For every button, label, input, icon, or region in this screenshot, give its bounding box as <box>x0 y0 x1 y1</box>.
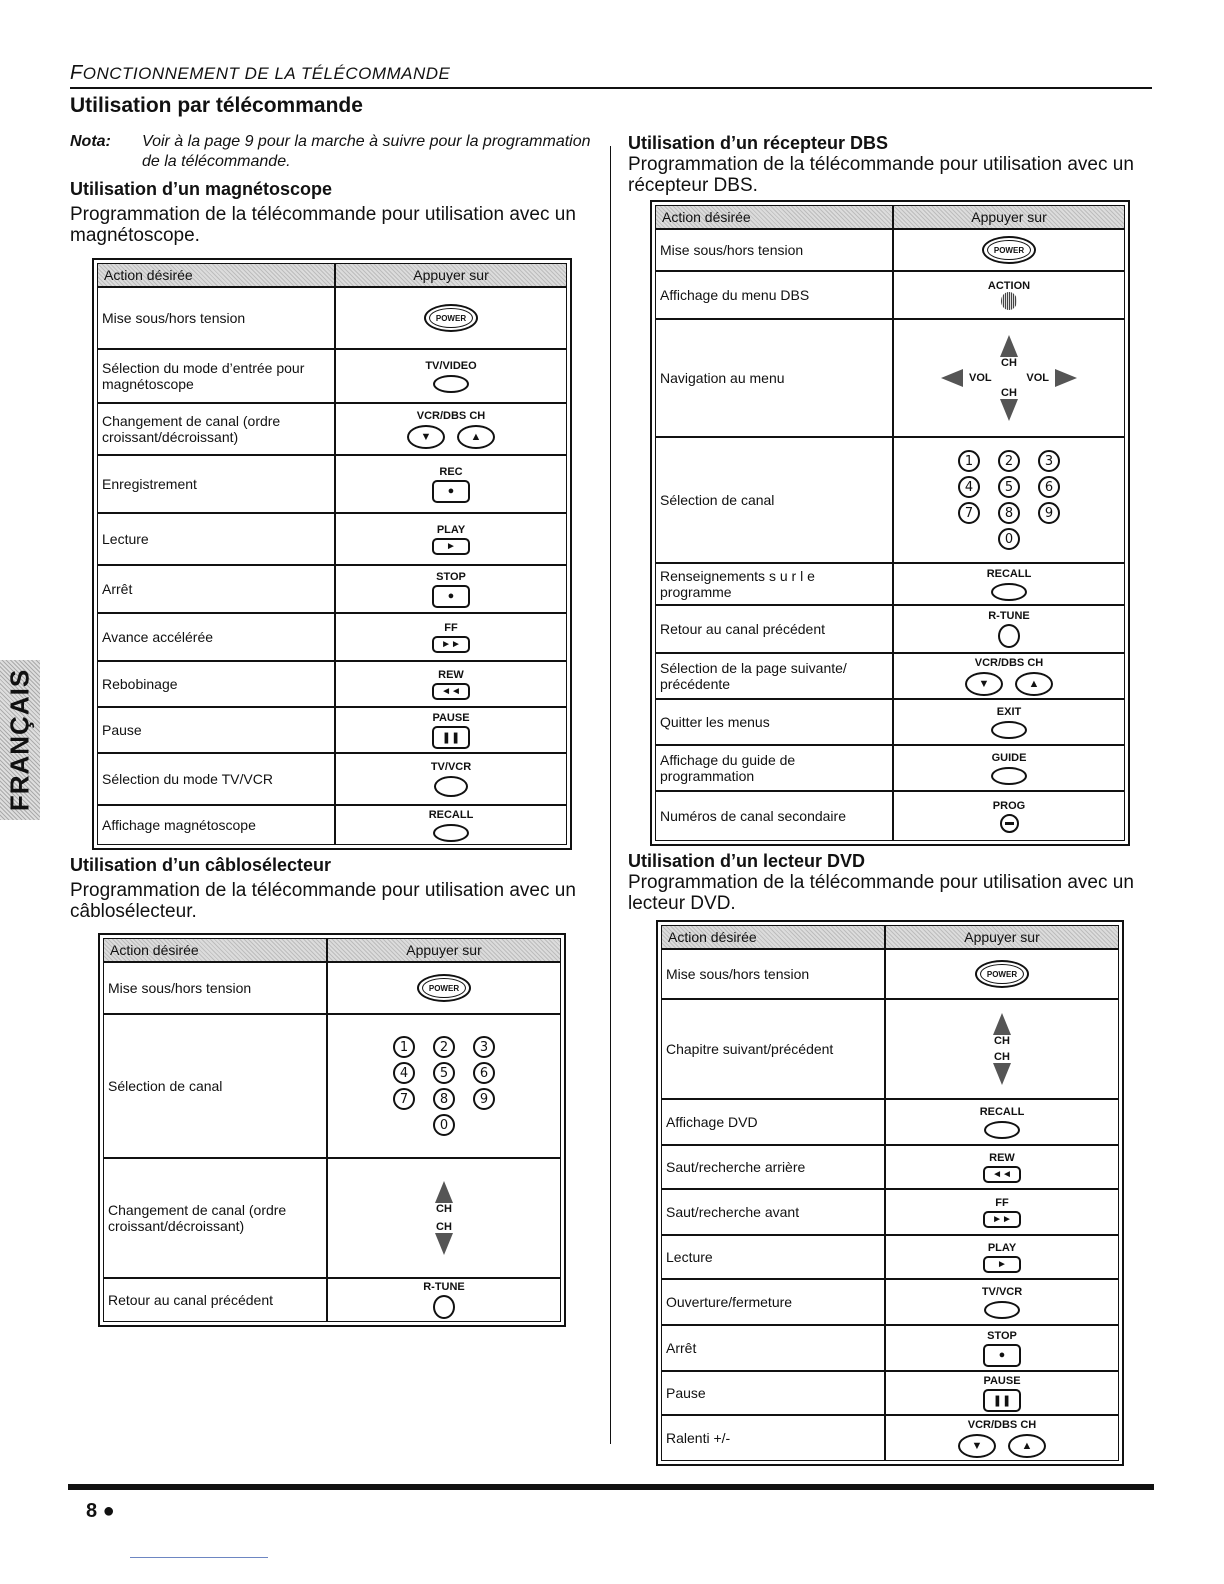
table-row <box>656 792 1124 840</box>
section-vcr <box>70 178 592 246</box>
header-action: Action désirée <box>656 206 892 228</box>
button-label: FF <box>444 621 458 634</box>
row-action: Rebobinage <box>102 676 178 692</box>
section-intro: Programmation de la télécommande pour utilisation avec un récepteur DBS. <box>628 154 1134 196</box>
prog-button <box>1000 814 1019 833</box>
table-row <box>656 654 1124 700</box>
row-button <box>884 1100 1118 1144</box>
table-row <box>98 806 566 844</box>
table-row <box>662 1416 1118 1460</box>
digit-button: 5 <box>998 476 1020 498</box>
table-row <box>98 404 566 456</box>
button-label: GUIDE <box>991 751 1027 764</box>
header-action: Action désirée <box>104 939 326 961</box>
row-button <box>334 754 566 804</box>
button-label: TV/VCR <box>430 761 472 773</box>
vol-right-arrow-icon <box>1055 369 1077 387</box>
ch-up-arrow-icon <box>435 1181 453 1203</box>
digit-button: 5 <box>433 1062 455 1084</box>
row-button <box>334 514 566 564</box>
row-action: Changement de canal (ordre croissant/décroissant) <box>108 1202 287 1234</box>
button-label: VCR/DBS CH <box>416 409 486 422</box>
section-cable <box>70 854 592 922</box>
play-button: ► <box>432 538 470 555</box>
digit-button: 6 <box>473 1062 495 1084</box>
row-action: Renseignements s u r l e programme <box>660 568 815 600</box>
column-divider <box>610 146 611 1444</box>
button-label: FF <box>995 1196 1009 1209</box>
button-label: TV/VCR <box>981 1285 1023 1298</box>
table-row <box>662 1146 1118 1190</box>
row-action: Affichage DVD <box>666 1114 758 1130</box>
row-action: Navigation au menu <box>660 370 785 386</box>
button-label: TV/VIDEO <box>425 359 477 372</box>
digit-button: 8 <box>998 502 1020 524</box>
button-label: REW <box>438 668 464 681</box>
nota-text: Voir à la page 9 pour la marche à suivre pour la programmation de la télécommande. <box>142 133 591 170</box>
table-row <box>662 1100 1118 1146</box>
row-action: Arrêt <box>666 1340 697 1356</box>
language-side-tab <box>0 660 40 820</box>
power-button: POWER <box>982 236 1036 264</box>
button-label: REC <box>439 465 463 478</box>
row-action: Mise sous/hors tension <box>102 310 246 326</box>
button-label: PLAY <box>436 523 466 536</box>
side-tab-label: FRANÇAIS <box>4 668 35 812</box>
ch-up-button: ▲ <box>457 425 495 449</box>
row-action: Pause <box>666 1385 706 1401</box>
row-button <box>884 1236 1118 1278</box>
button-label: VCR/DBS CH <box>967 1418 1037 1431</box>
button-label: R-TUNE <box>423 1281 465 1293</box>
section-heading: Utilisation d’un magnétoscope <box>70 179 333 199</box>
header-action: Action désirée <box>98 264 334 286</box>
table-row <box>662 1372 1118 1416</box>
rew-button: ◄◄ <box>983 1166 1021 1183</box>
table-row <box>656 438 1124 564</box>
table-row <box>656 230 1124 272</box>
bottom-line <box>130 1557 268 1558</box>
power-button: POWER <box>417 974 471 1002</box>
button-label: CH <box>994 1051 1010 1063</box>
header-press: Appuyer sur <box>334 264 566 286</box>
table-row <box>662 1236 1118 1280</box>
digit-button: 4 <box>958 476 980 498</box>
stop-button: ● <box>432 585 470 608</box>
button-label: REW <box>989 1151 1015 1164</box>
digit-button: 8 <box>433 1088 455 1110</box>
button-label: PAUSE <box>983 1374 1021 1387</box>
button-label: ACTION <box>987 280 1031 292</box>
row-action: Sélection du mode d’entrée pour magnétoscope <box>102 360 305 392</box>
digit-button: 9 <box>1038 502 1060 524</box>
row-button <box>334 662 566 706</box>
row-button <box>326 1159 560 1277</box>
row-action: Quitter les menus <box>660 714 770 730</box>
digit-button: 6 <box>1038 476 1060 498</box>
row-button <box>334 404 566 454</box>
row-action: Mise sous/hors tension <box>666 966 810 982</box>
digit-button: 0 <box>433 1114 455 1136</box>
digit-button: 7 <box>958 502 980 524</box>
row-action: Numéros de canal secondaire <box>660 808 846 824</box>
row-button <box>884 1326 1118 1370</box>
digit-button: 4 <box>393 1062 415 1084</box>
table-vcr <box>92 258 572 850</box>
header-press: Appuyer sur <box>326 939 560 961</box>
table-row <box>98 754 566 806</box>
table-header <box>662 926 1118 950</box>
digit-button: 0 <box>998 528 1020 550</box>
button-label: STOP <box>987 1329 1017 1342</box>
ch-down-button: ▼ <box>407 425 445 449</box>
row-button <box>892 320 1124 436</box>
row-button <box>884 1372 1118 1414</box>
recall-button <box>991 583 1027 601</box>
digit-button: 1 <box>393 1036 415 1058</box>
table-row <box>98 614 566 662</box>
table-row <box>662 1000 1118 1100</box>
row-button <box>334 566 566 612</box>
row-button <box>892 700 1124 744</box>
digit-button: 3 <box>473 1036 495 1058</box>
ch-up-arrow-icon <box>1000 335 1018 357</box>
button-label: CH <box>436 1203 452 1215</box>
row-action: Enregistrement <box>102 476 197 492</box>
row-button <box>884 1416 1118 1460</box>
ch-down-button: ▼ <box>965 672 1003 696</box>
table-row <box>656 746 1124 792</box>
ff-button: ►► <box>432 636 470 653</box>
power-button: POWER <box>424 304 478 332</box>
row-action: Lecture <box>666 1249 713 1265</box>
ch-up-arrow-icon <box>993 1013 1011 1035</box>
table-row <box>662 1190 1118 1236</box>
button-label: RECALL <box>979 1105 1025 1118</box>
table-row <box>656 700 1124 746</box>
rew-button: ◄◄ <box>432 683 470 700</box>
ch-down-button: ▼ <box>958 1434 996 1458</box>
button-label: CH <box>1001 357 1017 369</box>
stop-button: ● <box>983 1344 1021 1367</box>
button-label: R-TUNE <box>988 610 1030 622</box>
vol-left-arrow-icon <box>941 369 963 387</box>
table-row <box>98 514 566 566</box>
row-button <box>334 806 566 844</box>
table-row <box>656 606 1124 654</box>
nota-label: Nota: <box>70 133 111 150</box>
footer-rule <box>68 1484 1154 1490</box>
table-dbs <box>650 200 1130 846</box>
play-button: ► <box>983 1256 1021 1273</box>
button-label: VOL <box>1026 372 1049 384</box>
table-row <box>662 1326 1118 1372</box>
table-row <box>104 1015 560 1159</box>
nota-note <box>70 132 592 172</box>
row-action: Pause <box>102 722 142 738</box>
row-button <box>326 1279 560 1321</box>
row-action: Mise sous/hors tension <box>660 242 804 258</box>
table-row <box>104 1279 560 1321</box>
table-header <box>656 206 1124 230</box>
row-action: Sélection de canal <box>660 492 775 508</box>
table-row <box>98 456 566 514</box>
section-intro: Programmation de la télécommande pour utilisation avec un câblosélecteur. <box>70 880 576 922</box>
exit-button <box>991 721 1027 739</box>
recall-button <box>433 824 469 842</box>
guide-button <box>991 767 1027 785</box>
table-header <box>98 264 566 288</box>
pause-button: ❚❚ <box>432 726 470 749</box>
row-button <box>884 1146 1118 1188</box>
ch-up-button: ▲ <box>1008 1434 1046 1458</box>
row-action: Retour au canal précédent <box>660 621 825 637</box>
table-row <box>656 320 1124 438</box>
digit-button: 2 <box>998 450 1020 472</box>
table-row <box>98 708 566 754</box>
button-label: VOL <box>969 372 992 384</box>
section-intro: Programmation de la télécommande pour utilisation avec un lecteur DVD. <box>628 872 1134 914</box>
table-header <box>104 939 560 963</box>
r-tune-button <box>433 1295 455 1319</box>
section-dvd <box>628 850 1152 914</box>
row-action: Sélection du mode TV/VCR <box>102 771 273 787</box>
ch-down-arrow-icon <box>993 1063 1011 1085</box>
digit-button: 3 <box>1038 450 1060 472</box>
row-action: Affichage du menu DBS <box>660 287 810 303</box>
ch-down-arrow-icon <box>435 1233 453 1255</box>
section-heading: Utilisation d’un lecteur DVD <box>628 851 866 871</box>
button-label: PROG <box>992 799 1026 812</box>
running-head: FONCTIONNEMENT DE LA TÉLÉCOMMANDE <box>70 62 1152 89</box>
row-button <box>884 950 1118 998</box>
row-button <box>326 963 560 1013</box>
action-button <box>1001 292 1017 310</box>
ch-down-arrow-icon <box>1000 399 1018 421</box>
table-row <box>656 564 1124 606</box>
button-label: RECALL <box>986 567 1032 580</box>
button-label: RECALL <box>428 808 474 821</box>
row-button <box>334 614 566 660</box>
row-button <box>334 708 566 752</box>
row-action: Ouverture/fermeture <box>666 1294 793 1310</box>
header-action: Action désirée <box>662 926 884 948</box>
button-label: CH <box>436 1221 452 1233</box>
row-button <box>892 564 1124 604</box>
button-label: CH <box>994 1035 1010 1047</box>
row-button <box>892 272 1124 318</box>
row-action: Saut/recherche avant <box>666 1204 800 1220</box>
row-button <box>892 230 1124 270</box>
table-row <box>98 350 566 404</box>
number-keypad <box>957 450 1061 550</box>
row-button <box>334 288 566 348</box>
table-row <box>104 963 560 1015</box>
digit-button: 1 <box>958 450 980 472</box>
table-row <box>662 950 1118 1000</box>
section-intro: Programmation de la télécommande pour utilisation avec un magnétoscope. <box>70 204 576 246</box>
row-button <box>334 350 566 402</box>
table-dvd <box>656 920 1124 1466</box>
tv-video-button <box>433 375 469 393</box>
row-action: Mise sous/hors tension <box>108 980 252 996</box>
digit-button: 2 <box>433 1036 455 1058</box>
row-button <box>884 1000 1118 1098</box>
row-action: Lecture <box>102 531 149 547</box>
button-label: CH <box>1001 387 1017 399</box>
header-press: Appuyer sur <box>884 926 1118 948</box>
table-row <box>104 1159 560 1279</box>
row-action: Avance accélérée <box>102 629 214 645</box>
recall-button <box>984 1121 1020 1139</box>
row-action: Retour au canal précédent <box>108 1292 273 1308</box>
section-dbs <box>628 132 1152 196</box>
ff-button: ►► <box>983 1211 1021 1228</box>
digit-button: 7 <box>393 1088 415 1110</box>
table-cable <box>98 933 566 1327</box>
tv-vcr-button <box>984 1301 1020 1319</box>
row-button <box>892 792 1124 840</box>
row-action: Arrêt <box>102 581 133 597</box>
row-button <box>892 654 1124 698</box>
button-label: STOP <box>436 570 466 583</box>
button-label: EXIT <box>996 705 1022 718</box>
button-label: PLAY <box>987 1241 1017 1254</box>
digit-button: 9 <box>473 1088 495 1110</box>
ch-up-button: ▲ <box>1015 672 1053 696</box>
row-action: Sélection de canal <box>108 1078 223 1094</box>
table-row <box>98 662 566 708</box>
row-action: Affichage magnétoscope <box>102 817 256 833</box>
table-row <box>98 288 566 350</box>
button-label: PAUSE <box>432 711 470 724</box>
table-row <box>662 1280 1118 1326</box>
tv-vcr-button <box>434 776 468 797</box>
row-action: Saut/recherche arrière <box>666 1159 806 1175</box>
row-button <box>334 456 566 512</box>
number-keypad <box>392 1036 496 1136</box>
row-action: Chapitre suivant/précédent <box>666 1041 834 1057</box>
row-action: Sélection de la page suivante/ précédente <box>660 660 847 692</box>
page-number: 8 ● <box>86 1500 115 1522</box>
row-action: Changement de canal (ordre croissant/décroissant) <box>102 413 281 445</box>
row-button <box>884 1190 1118 1234</box>
page-title: Utilisation par télécommande <box>70 94 363 117</box>
section-heading: Utilisation d’un câblosélecteur <box>70 855 332 875</box>
r-tune-button <box>998 624 1020 648</box>
row-button <box>326 1015 560 1157</box>
table-row <box>656 272 1124 320</box>
row-button <box>892 438 1124 562</box>
button-label: VCR/DBS CH <box>974 656 1044 669</box>
table-row <box>98 566 566 614</box>
row-button <box>892 746 1124 790</box>
rec-button: ● <box>432 480 470 503</box>
row-action: Ralenti +/- <box>666 1430 731 1446</box>
section-heading: Utilisation d’un récepteur DBS <box>628 133 889 153</box>
power-button: POWER <box>975 960 1029 988</box>
row-button <box>884 1280 1118 1324</box>
row-button <box>892 606 1124 652</box>
row-action: Affichage du guide de programmation <box>660 752 796 784</box>
pause-button: ❚❚ <box>983 1389 1021 1412</box>
header-press: Appuyer sur <box>892 206 1124 228</box>
